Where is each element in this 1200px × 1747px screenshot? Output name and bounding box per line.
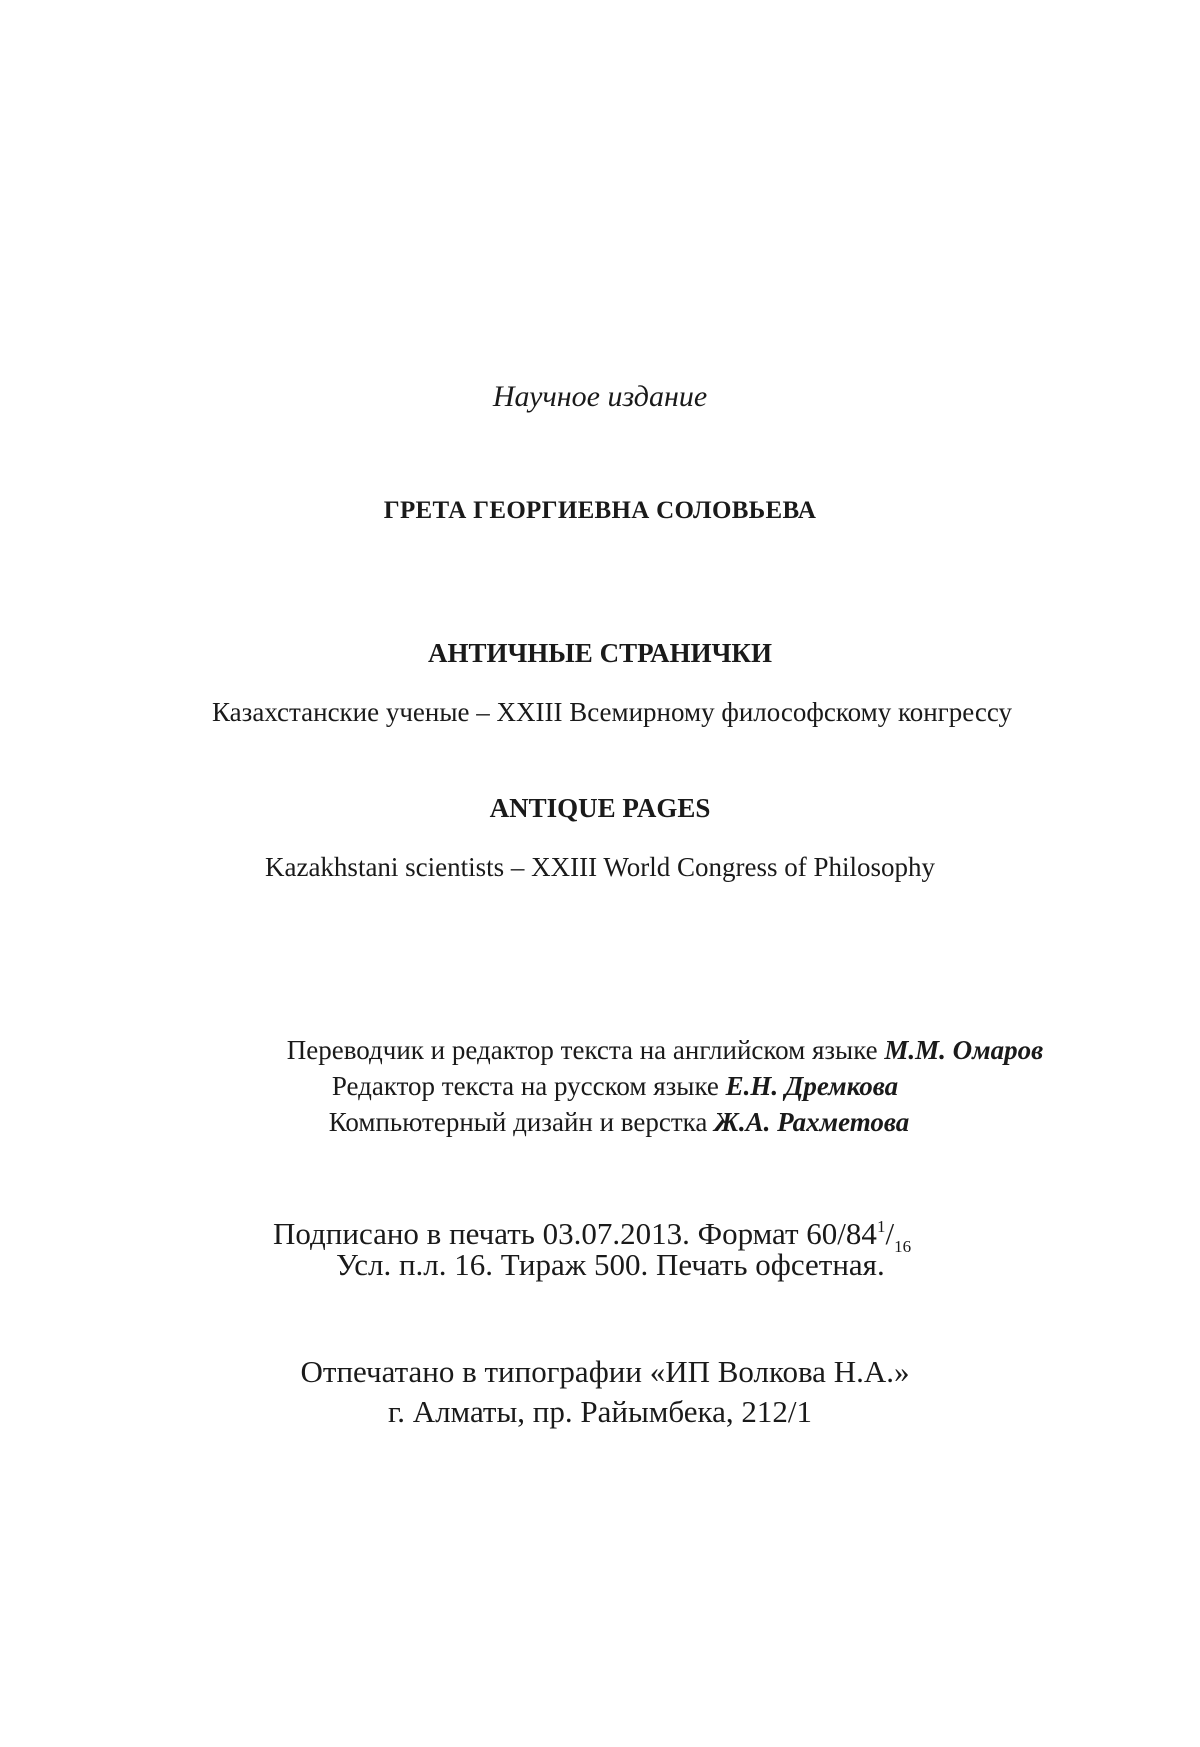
subtitle-russian: Казахстанские ученые – XXIII Всемирному философскому конгрессу [212,697,1012,727]
subtitle-english: Kazakhstani scientists – XXIII World Congress of Philosophy [264,852,935,882]
credits-block [0,1032,1200,1140]
printer-block [0,1352,1200,1432]
translator-name: М.М. Омаров [884,1035,1044,1065]
printer-name: Отпечатано в типографии «ИП Волкова Н.А.» [300,1354,910,1389]
edition-type: Научное издание [492,380,708,413]
designer-label: Компьютерный дизайн и верстка [328,1107,708,1137]
translator-label: Переводчик и редактор текста на английском языке [286,1035,878,1065]
author-name: ГРЕТА ГЕОРГИЕВНА СОЛОВЬЕВА [383,497,817,524]
format-numerator: 1 [876,1217,886,1236]
signed-text: Подписано в печать 03.07.2013. Формат 60/84 [273,1216,877,1251]
printer-address: г. Алматы, пр. Райымбека, 212/1 [387,1394,813,1429]
designer-credit [0,1104,1200,1140]
format-slash: / [885,1216,895,1251]
title-russian: АНТИЧНЫЕ СТРАНИЧКИ [427,638,773,668]
translator-credit [0,1032,1200,1068]
ru-editor-name: Е.Н. Дремкова [725,1071,899,1101]
title-english: ANTIQUE PAGES [489,793,711,823]
format-denominator: 16 [894,1237,912,1256]
designer-name: Ж.А. Рахметова [714,1107,910,1137]
ru-editor-label: Редактор текста на русском языке [331,1071,719,1101]
ru-editor-credit [0,1068,1200,1104]
print-details: Усл. п.л. 16. Тираж 500. Печать офсетная. [336,1247,885,1282]
